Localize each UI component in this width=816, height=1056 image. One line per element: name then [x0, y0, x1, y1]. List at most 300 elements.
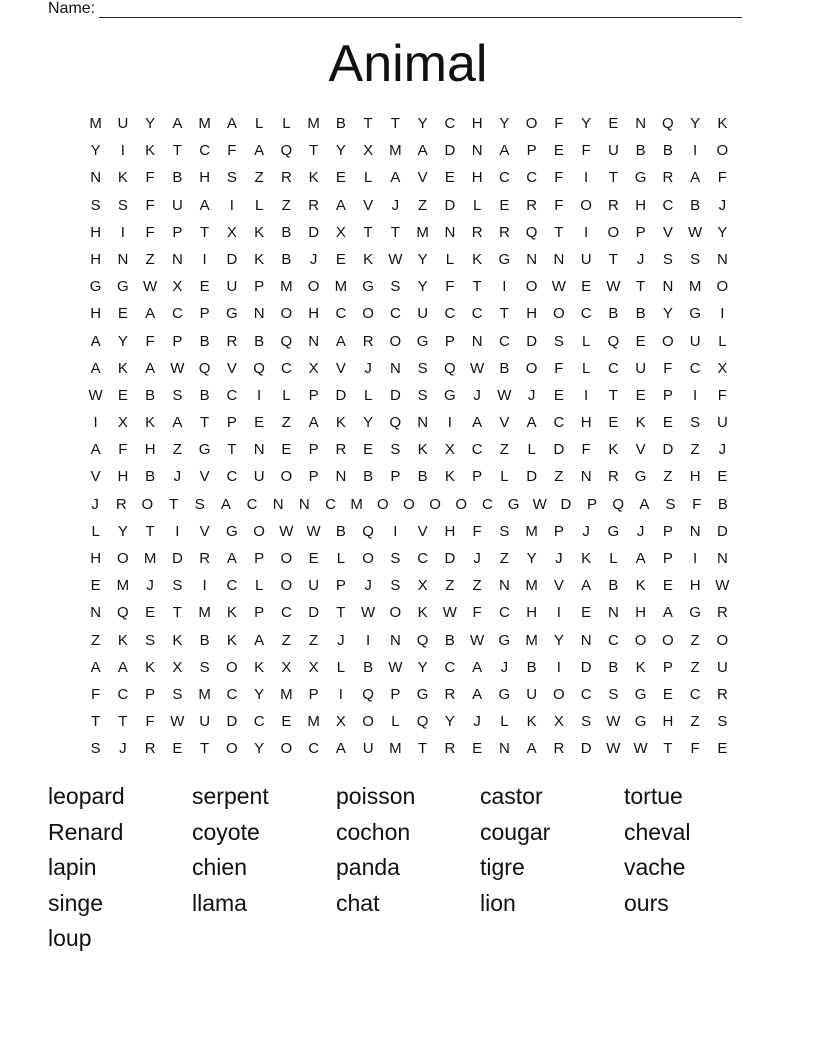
grid-cell: A	[526, 414, 537, 432]
grid-cell: I	[202, 577, 207, 595]
grid-cell: K	[335, 414, 346, 432]
grid-cell: C	[325, 495, 336, 513]
grid-cell: B	[363, 468, 374, 486]
grid-cell: L	[500, 713, 509, 731]
grid-cell: I	[120, 142, 125, 160]
grid-cell: C	[498, 169, 510, 187]
grid-cell: J	[337, 631, 345, 649]
grid-cell: Y	[526, 550, 537, 567]
grid-cell: C	[226, 685, 238, 703]
grid-cell: P	[553, 522, 564, 540]
grid-cell: C	[444, 658, 456, 676]
grid-cell: Y	[581, 115, 592, 132]
grid-cell: N	[253, 441, 265, 459]
grid-cell: B	[662, 142, 673, 160]
grid-cell: E	[662, 685, 673, 703]
grid-cell: D	[560, 495, 572, 513]
grid-cell: F	[145, 196, 155, 214]
grid-cell: G	[634, 468, 647, 486]
grid-cell: O	[280, 550, 293, 567]
grid-cell: Z	[690, 441, 700, 459]
grid-cell: Q	[444, 359, 456, 377]
grid-cell: S	[662, 250, 673, 268]
grid-cell: E	[145, 604, 156, 622]
grid-cell: R	[308, 196, 320, 214]
grid-cell: U	[526, 685, 538, 703]
grid-cell: O	[280, 577, 293, 595]
grid-cell: B	[281, 250, 292, 268]
grid-cell: A	[472, 414, 483, 432]
grid-cell: R	[471, 223, 483, 241]
grid-cell: C	[689, 685, 701, 703]
grid-cell: C	[199, 142, 211, 160]
grid-row	[82, 496, 736, 523]
grid-cell: W	[88, 386, 103, 404]
grid-cell: K	[363, 250, 374, 268]
grid-row	[82, 197, 736, 224]
grid-cell: Z	[309, 631, 319, 649]
grid-cell: Q	[416, 631, 429, 649]
grid-cell: J	[500, 658, 509, 676]
grid-row	[82, 550, 736, 577]
grid-cell: J	[473, 550, 481, 567]
grid-cell: V	[199, 522, 210, 540]
grid-cell: A	[145, 359, 156, 377]
grid-row	[82, 740, 736, 767]
grid-cell: M	[350, 495, 363, 513]
grid-cell: G	[226, 522, 238, 540]
grid-cell: I	[502, 278, 507, 296]
grid-cell: D	[308, 604, 320, 622]
grid-cell: Z	[172, 441, 182, 459]
grid-cell: Q	[612, 495, 625, 513]
grid-cell: X	[444, 441, 455, 459]
grid-cell: N	[90, 604, 102, 622]
grid-cell: J	[309, 250, 318, 268]
grid-cell: N	[662, 278, 674, 296]
grid-cell: E	[717, 740, 728, 758]
grid-cell: H	[144, 441, 156, 459]
grid-cell: R	[716, 604, 728, 622]
grid-cell: O	[455, 495, 468, 513]
grid-cell: A	[335, 740, 346, 758]
grid-cell: O	[226, 658, 238, 676]
grid-cell: D	[335, 386, 347, 404]
grid-row	[82, 360, 736, 387]
grid-cell: A	[172, 115, 183, 132]
grid-cell: J	[146, 577, 154, 595]
grid-cell: H	[526, 305, 538, 323]
grid-cell: N	[580, 631, 592, 649]
grid-cell: Y	[417, 115, 428, 132]
grid-cell: E	[335, 250, 346, 268]
grid-cell: R	[280, 169, 292, 187]
grid-cell: L	[254, 115, 264, 132]
grid-cell: A	[662, 604, 673, 622]
grid-cell: C	[335, 305, 347, 323]
grid-cell: G	[444, 386, 456, 404]
grid-cell: O	[607, 223, 620, 241]
grid-cell: L	[363, 386, 373, 404]
grid-cell: T	[363, 223, 373, 241]
grid-cell: X	[226, 223, 237, 241]
grid-cell: P	[308, 386, 319, 404]
grid-cell: H	[526, 604, 538, 622]
grid-cell: K	[608, 441, 619, 459]
grid-cell: O	[362, 713, 374, 731]
grid-cell: T	[227, 441, 237, 459]
grid-cell: M	[280, 685, 293, 703]
grid-cell: H	[90, 550, 102, 567]
grid-cell: Z	[281, 196, 291, 214]
grid-cell: K	[145, 658, 156, 676]
grid-cell: O	[662, 631, 674, 649]
grid-cell: M	[334, 278, 348, 296]
grid-cell: O	[580, 196, 592, 214]
grid-cell: M	[198, 685, 211, 703]
grid-cell: I	[366, 631, 371, 649]
grid-cell: I	[175, 522, 180, 540]
grid-cell: E	[281, 441, 292, 459]
grid-cell: K	[226, 631, 237, 649]
grid-cell: L	[445, 250, 455, 268]
grid-cell: T	[363, 115, 373, 132]
grid-cell: D	[716, 522, 728, 540]
grid-cell: T	[554, 223, 564, 241]
grid-cell: J	[636, 522, 645, 540]
grid-cell: T	[200, 414, 210, 432]
word-list-item: coyote	[192, 818, 260, 845]
grid-cell: I	[202, 250, 207, 268]
grid-cell: D	[444, 550, 456, 567]
grid-cell: L	[91, 522, 100, 540]
grid-cell: R	[498, 223, 510, 241]
grid-cell: H	[689, 577, 701, 595]
grid-cell: E	[90, 577, 101, 595]
grid-cell: T	[168, 495, 179, 513]
grid-cell: F	[554, 115, 564, 132]
grid-cell: K	[254, 658, 265, 676]
grid-cell: R	[716, 685, 728, 703]
grid-cell: A	[639, 495, 650, 513]
grid-cell: B	[199, 332, 210, 350]
grid-cell: E	[553, 386, 564, 404]
word-list-item: vache	[624, 854, 686, 881]
grid-cell: Z	[445, 577, 455, 595]
grid-cell: T	[499, 305, 509, 323]
grid-row	[82, 686, 736, 713]
grid-cell: A	[308, 414, 319, 432]
grid-cell: K	[226, 604, 237, 622]
grid-cell: C	[389, 305, 401, 323]
grid-cell: I	[584, 386, 589, 404]
grid-row	[82, 305, 736, 332]
grid-cell: I	[229, 196, 234, 214]
grid-cell: L	[363, 169, 373, 187]
grid-cell: K	[308, 169, 319, 187]
grid-cell: E	[662, 414, 673, 432]
grid-cell: Y	[690, 115, 701, 132]
grid-cell: N	[716, 550, 728, 567]
grid-cell: M	[525, 577, 538, 595]
grid-cell: E	[199, 278, 210, 296]
grid-cell: M	[307, 115, 320, 132]
grid-cell: W	[170, 713, 185, 731]
grid-cell: G	[634, 713, 647, 731]
grid-cell: V	[363, 196, 374, 214]
grid-cell: N	[444, 223, 456, 241]
grid-cell: S	[90, 740, 101, 758]
grid-cell: B	[444, 631, 455, 649]
grid-cell: I	[693, 386, 698, 404]
grid-cell: W	[606, 278, 621, 296]
grid-cell: K	[526, 713, 537, 731]
grid-cell: Q	[416, 713, 429, 731]
grid-cell: W	[470, 359, 485, 377]
grid-cell: Y	[145, 115, 156, 132]
grid-cell: B	[145, 468, 156, 486]
grid-cell: P	[472, 468, 483, 486]
grid-cell: B	[335, 115, 346, 132]
grid-cell: Z	[254, 169, 264, 187]
grid-cell: J	[582, 522, 590, 540]
grid-cell: H	[90, 305, 102, 323]
grid-cell: T	[390, 115, 400, 132]
word-list-item: Renard	[48, 818, 124, 845]
name-underline	[99, 3, 742, 18]
grid-cell: G	[507, 495, 520, 513]
grid-cell: X	[363, 142, 374, 160]
word-bank	[48, 780, 768, 958]
grid-cell: O	[362, 305, 374, 323]
grid-cell: N	[308, 332, 320, 350]
grid-cell: A	[254, 142, 265, 160]
grid-cell: X	[417, 577, 428, 595]
grid-cell: A	[226, 115, 237, 132]
grid-cell: U	[362, 740, 374, 758]
grid-cell: M	[198, 604, 211, 622]
grid-cell: T	[663, 740, 673, 758]
grid-cell: Q	[389, 414, 402, 432]
grid-cell: W	[388, 250, 403, 268]
grid-cell: Y	[335, 142, 346, 160]
grid-cell: P	[662, 386, 673, 404]
grid-cell: M	[89, 115, 102, 132]
word-list-item: poisson	[336, 783, 416, 809]
grid-cell: D	[308, 223, 320, 241]
grid-cell: J	[173, 468, 182, 486]
grid-cell: C	[498, 604, 510, 622]
grid-cell: Y	[90, 142, 101, 160]
grid-cell: C	[689, 359, 701, 377]
grid-cell: C	[553, 414, 565, 432]
grid-row	[82, 278, 736, 305]
grid-cell: C	[607, 631, 619, 649]
grid-cell: S	[417, 386, 428, 404]
grid-cell: X	[553, 713, 564, 731]
grid-cell: B	[363, 658, 374, 676]
grid-cell: Y	[117, 332, 128, 350]
grid-cell: R	[226, 332, 238, 350]
grid-cell: P	[662, 658, 673, 676]
grid-cell: T	[636, 278, 646, 296]
grid-cell: J	[636, 250, 645, 268]
grid-cell: T	[145, 522, 155, 540]
grid-cell: T	[390, 223, 400, 241]
grid-cell: G	[634, 685, 647, 703]
grid-cell: P	[390, 468, 401, 486]
grid-cell: R	[444, 685, 456, 703]
grid-cell: F	[717, 169, 727, 187]
grid-cell: M	[280, 278, 293, 296]
grid-cell: C	[226, 577, 238, 595]
grid-cell: Y	[254, 740, 265, 758]
grid-row	[82, 577, 736, 604]
grid-cell: C	[253, 713, 265, 731]
grid-cell: D	[444, 142, 456, 160]
grid-cell: E	[499, 196, 510, 214]
grid-cell: F	[554, 359, 564, 377]
grid-cell: M	[389, 142, 402, 160]
grid-cell: Z	[418, 196, 428, 214]
grid-cell: L	[527, 441, 536, 459]
grid-cell: U	[607, 142, 619, 160]
grid-cell: P	[526, 142, 537, 160]
grid-cell: N	[253, 305, 265, 323]
grid-cell: A	[145, 305, 156, 323]
grid-cell: W	[688, 223, 703, 241]
grid-cell: G	[416, 685, 429, 703]
grid-cell: K	[254, 250, 265, 268]
grid-cell: L	[581, 359, 591, 377]
grid-cell: A	[220, 495, 231, 513]
grid-cell: P	[145, 685, 156, 703]
grid-cell: P	[662, 522, 673, 540]
grid-cell: P	[444, 332, 455, 350]
grid-cell: H	[689, 468, 701, 486]
grid-cell: C	[662, 196, 674, 214]
grid-cell: Z	[499, 441, 509, 459]
grid-cell: Z	[281, 414, 291, 432]
grid-cell: B	[199, 631, 210, 649]
grid-cell: O	[429, 495, 441, 513]
grid-cell: B	[608, 658, 619, 676]
grid-cell: I	[338, 685, 343, 703]
grid-cell: Y	[363, 414, 374, 432]
grid-cell: A	[117, 658, 128, 676]
grid-cell: N	[471, 332, 483, 350]
grid-cell: O	[117, 550, 129, 567]
grid-cell: O	[376, 495, 389, 513]
grid-cell: K	[117, 169, 128, 187]
grid-cell: Q	[117, 604, 129, 622]
grid-cell: F	[554, 169, 564, 187]
grid-cell: B	[526, 658, 537, 676]
grid-cell: N	[335, 468, 347, 486]
grid-cell: Q	[525, 223, 538, 241]
grid-cell: W	[551, 278, 566, 296]
grid-cell: A	[499, 142, 510, 160]
grid-cell: E	[608, 414, 619, 432]
grid-cell: C	[280, 604, 292, 622]
grid-cell: E	[444, 169, 455, 187]
word-list-item: serpent	[192, 783, 269, 809]
grid-cell: N	[716, 250, 728, 268]
grid-cell: L	[254, 577, 264, 595]
grid-cell: C	[580, 305, 592, 323]
grid-cell: I	[720, 305, 725, 323]
grid-cell: N	[117, 250, 129, 268]
grid-cell: C	[498, 332, 510, 350]
grid-row	[82, 387, 736, 414]
grid-cell: F	[717, 386, 727, 404]
grid-cell: A	[335, 332, 346, 350]
grid-cell: R	[607, 196, 619, 214]
grid-cell: N	[272, 495, 284, 513]
grid-cell: C	[117, 685, 129, 703]
grid-row	[82, 169, 736, 196]
grid-cell: Q	[198, 359, 211, 377]
grid-cell: D	[553, 441, 565, 459]
grid-cell: U	[716, 414, 728, 432]
grid-cell: E	[172, 740, 183, 758]
grid-cell: B	[145, 386, 156, 404]
grid-cell: A	[417, 142, 428, 160]
grid-row	[82, 333, 736, 360]
grid-cell: T	[472, 278, 482, 296]
word-list-item: cheval	[624, 818, 691, 845]
grid-cell: U	[689, 332, 701, 350]
grid-cell: E	[635, 386, 646, 404]
grid-cell: N	[171, 250, 183, 268]
grid-cell: L	[718, 332, 727, 350]
grid-cell: O	[280, 468, 293, 486]
grid-cell: S	[717, 713, 728, 731]
grid-cell: P	[335, 577, 346, 595]
grid-row	[82, 604, 736, 631]
grid-row	[82, 441, 736, 468]
grid-cell: B	[499, 359, 510, 377]
grid-cell: Q	[280, 332, 293, 350]
grid-cell: U	[226, 278, 238, 296]
grid-cell: H	[90, 250, 102, 268]
grid-cell: F	[145, 713, 155, 731]
grid-cell: D	[444, 196, 456, 214]
grid-cell: L	[282, 115, 291, 132]
grid-cell: I	[257, 386, 262, 404]
grid-cell: R	[144, 740, 156, 758]
grid-cell: M	[525, 522, 538, 540]
grid-cell: G	[498, 685, 511, 703]
grid-cell: F	[554, 196, 564, 214]
grid-cell: X	[308, 658, 319, 676]
grid-cell: R	[335, 441, 347, 459]
grid-cell: S	[172, 685, 183, 703]
grid-cell: N	[526, 250, 538, 268]
grid-cell: D	[226, 250, 238, 268]
grid-cell: N	[90, 169, 102, 187]
word-list-item: cochon	[336, 818, 411, 845]
grid-cell: A	[390, 169, 401, 187]
grid-cell: K	[417, 441, 428, 459]
grid-cell: R	[115, 495, 127, 513]
grid-cell: B	[199, 386, 210, 404]
grid-cell: J	[91, 495, 99, 513]
grid-cell: F	[145, 169, 155, 187]
grid-cell: N	[635, 115, 647, 132]
grid-cell: O	[525, 115, 538, 132]
grid-cell: X	[335, 223, 346, 241]
